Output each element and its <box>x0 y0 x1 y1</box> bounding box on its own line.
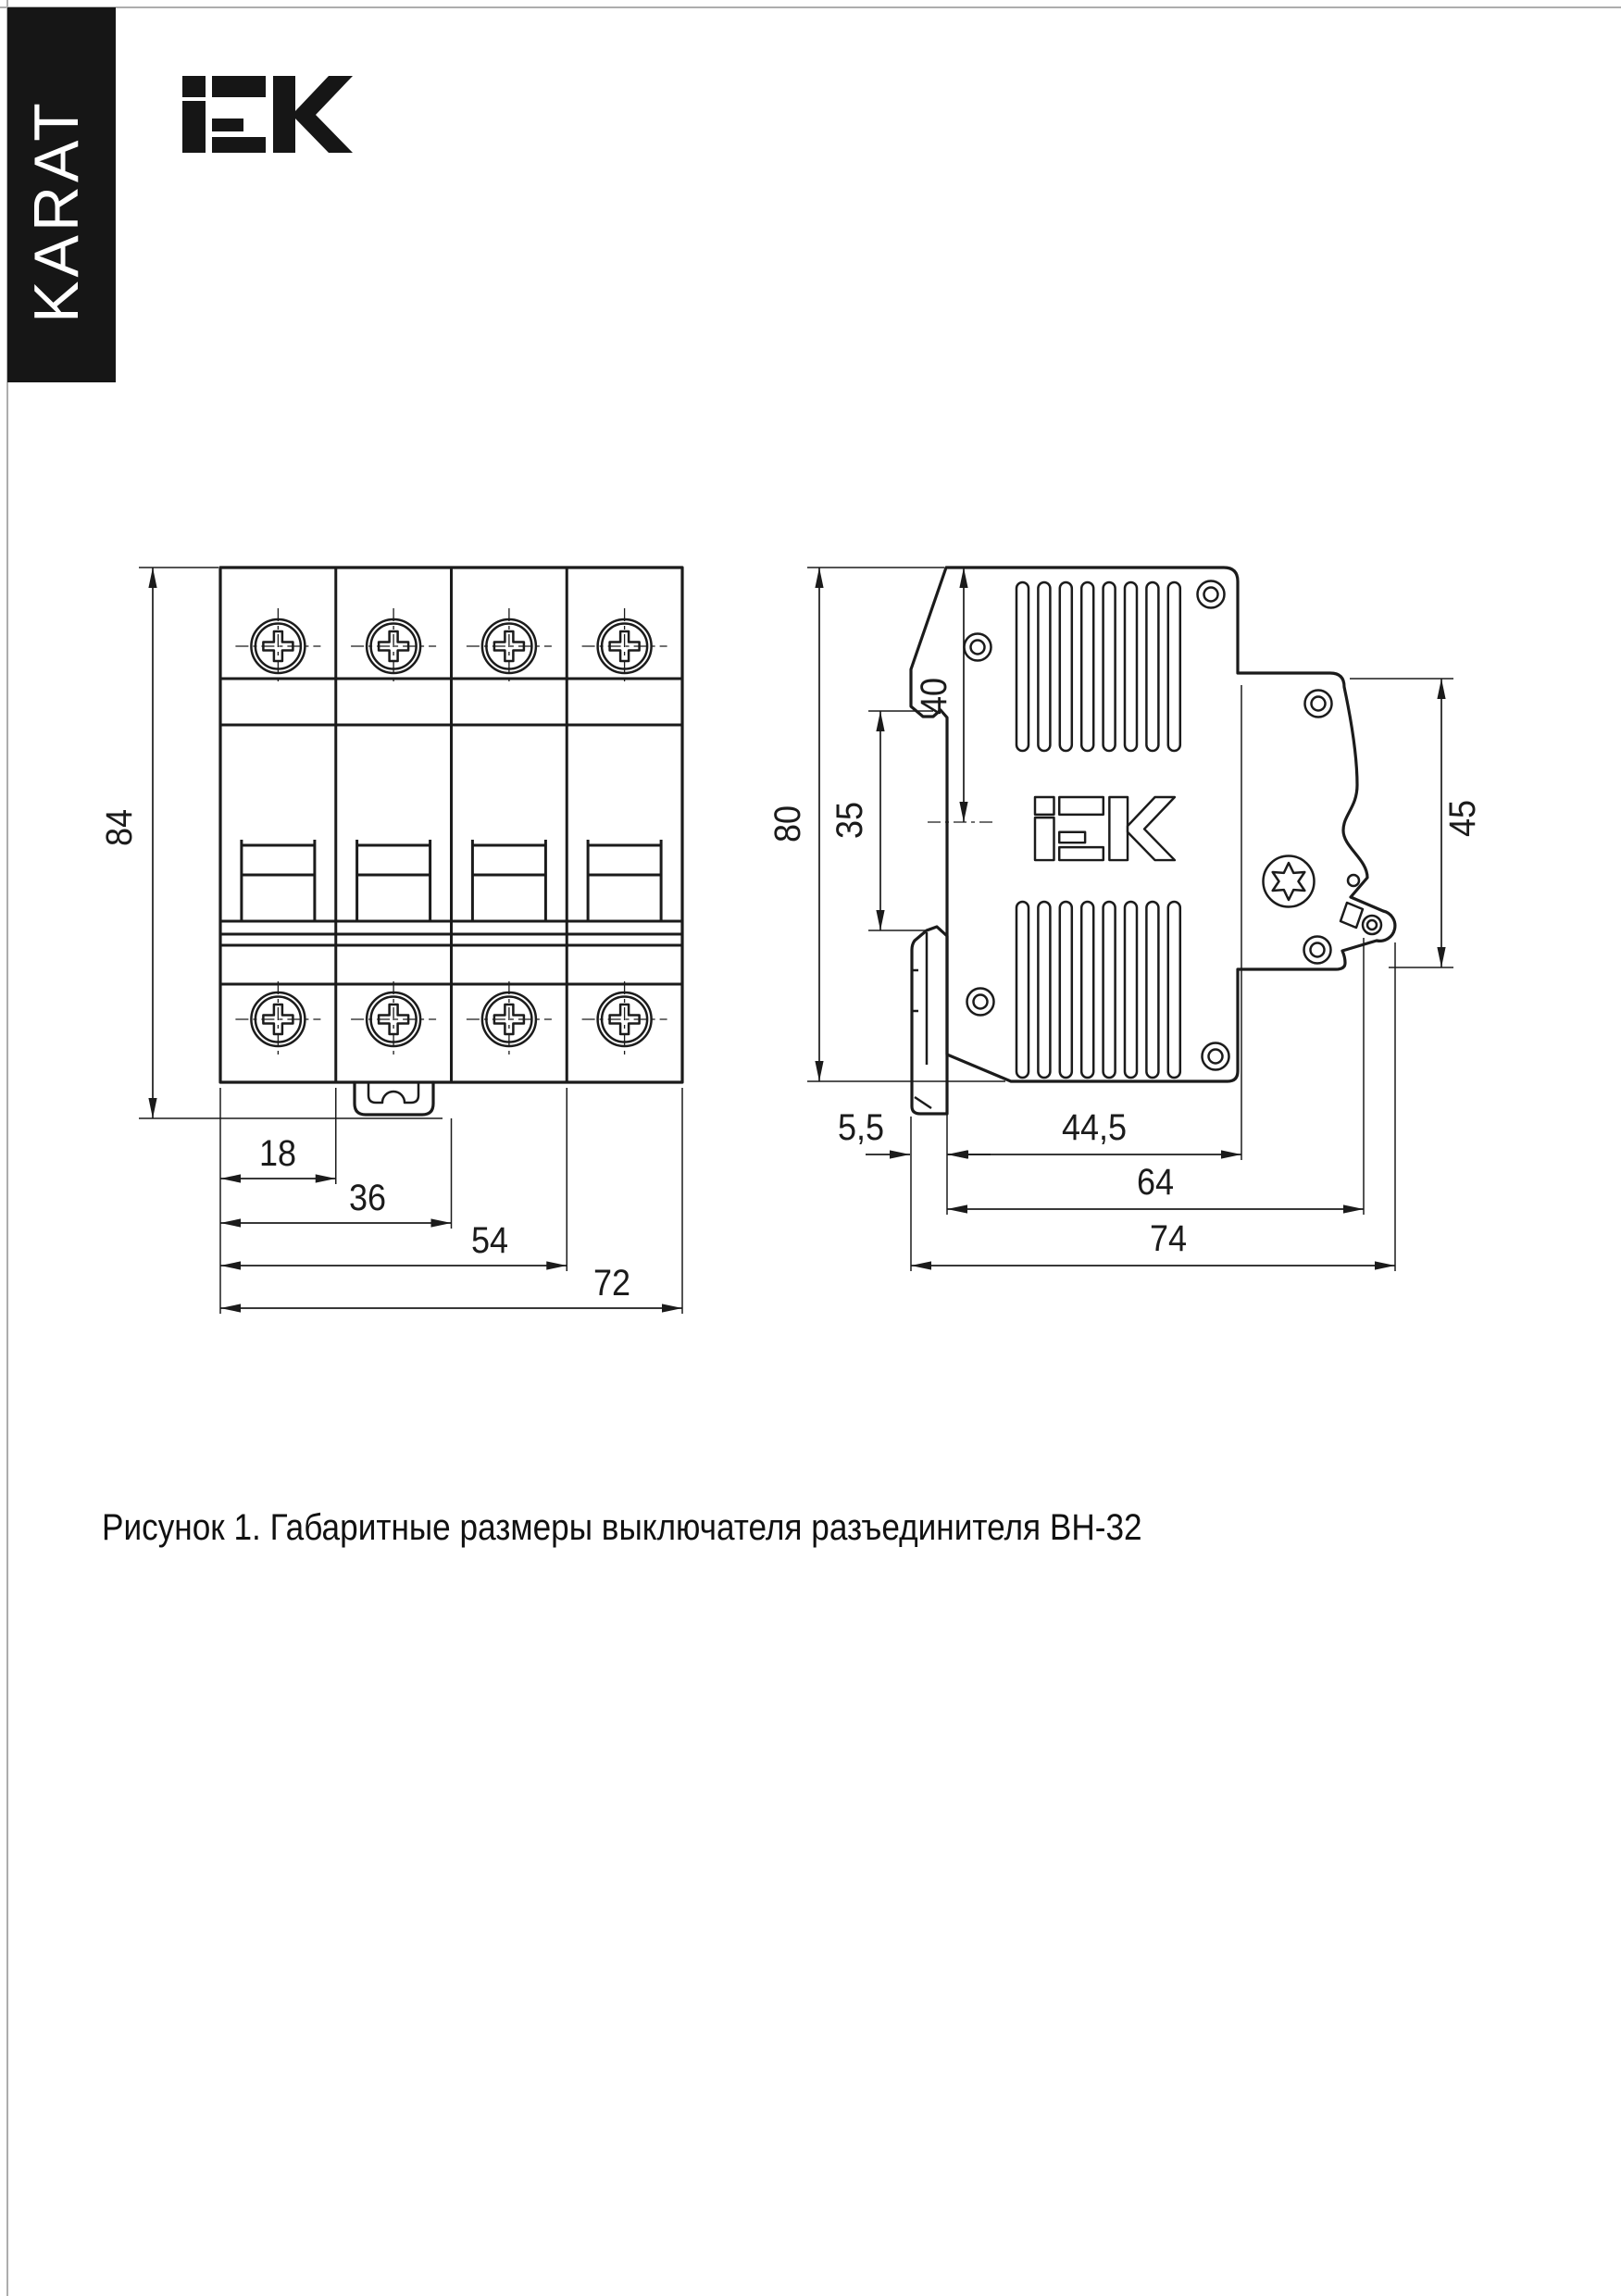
dim-64-label: 64 <box>1136 1162 1175 1204</box>
rivet-icon <box>1203 1043 1229 1070</box>
phillips-screw-icon <box>582 608 667 684</box>
rivet-icon <box>1305 691 1332 718</box>
toggle-lever <box>588 840 661 921</box>
dim-74-label: 74 <box>1149 1218 1188 1260</box>
dim-35-label: 35 <box>829 801 871 840</box>
dim-80-label: 80 <box>767 805 809 843</box>
rivet-icon <box>967 989 994 1016</box>
rivet-icon <box>965 634 991 661</box>
phillips-screw-icon <box>351 981 436 1057</box>
side-view <box>767 568 1483 1271</box>
test-hole <box>1348 875 1359 886</box>
toggle-lever <box>357 840 430 921</box>
dim-72-label: 72 <box>592 1263 631 1304</box>
dim-45-label: 45 <box>1442 799 1484 838</box>
dim-36-label: 36 <box>348 1178 387 1219</box>
toggle-lever <box>242 840 315 921</box>
torx-screw-icon <box>1264 856 1315 907</box>
phillips-screw-icon <box>351 608 436 684</box>
phillips-screw-icon <box>235 981 320 1057</box>
karat-banner <box>7 7 116 382</box>
toggle-lever <box>472 840 545 921</box>
banner-label: KARAT <box>21 99 92 323</box>
rivet-icon <box>1304 937 1331 964</box>
iek-logo-embossed <box>1035 797 1175 860</box>
din-clip-side <box>912 927 947 1114</box>
dim-84-label: 84 <box>99 808 141 847</box>
iek-logo <box>182 76 353 153</box>
phillips-screw-icon <box>467 981 552 1057</box>
rivet-icon <box>1198 581 1225 608</box>
front-view <box>99 568 682 1314</box>
figure-caption: Рисунок 1. Габаритные размеры выключателя разъединителя ВН-32 <box>102 1505 1142 1548</box>
din-clip-front <box>355 1082 433 1115</box>
dim-40-label: 40 <box>914 677 955 716</box>
dim-5-5-label: 5,5 <box>837 1107 885 1149</box>
phillips-screw-icon <box>582 981 667 1057</box>
phillips-screw-icon <box>467 608 552 684</box>
dim-44-5-label: 44,5 <box>1061 1107 1128 1149</box>
dim-54-label: 54 <box>470 1220 509 1262</box>
dim-18-label: 18 <box>258 1133 297 1175</box>
phillips-screw-icon <box>235 608 320 684</box>
